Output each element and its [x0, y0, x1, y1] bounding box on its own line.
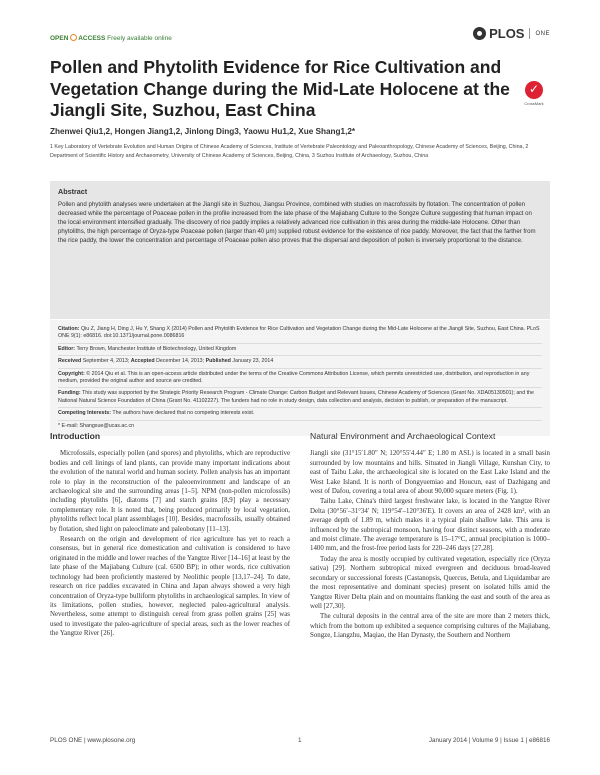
body-paragraph: Today the area is mostly occupied by cultivated vegetation, especially rice (Oryza sativa) [29]. Northern subtropical mixed evergreen and deciduous broad-leaved secondary or successional forests (Castanopsis, Quercus, Betula, and Liquidambar are the most representative and dominant species) present on isolated hills amid the Yangtze River Delta plain and on mountains flanking the east and south of the area as well [27,30].	[310, 555, 550, 610]
received-label: Received	[58, 358, 82, 365]
body-paragraph: The cultural deposits in the central area of the site are more than 2 meters thick, which from the bottom up exhibited a sequence comprising cultures of the Majiabang, Songze, Liangzhu, Maqiao, the Han Dynasty, the Southern and Northern	[310, 613, 550, 640]
published-date: January 23, 2014	[232, 358, 274, 365]
author-list: Zhenwei Qiu1,2, Hongen Jiang1,2, Jinlong Ding3, Yaowu Hu1,2, Xue Shang1,2*	[50, 127, 356, 136]
editor-text: Terry Brown, Manchester Institute of Biotechnology, United Kingdom	[76, 345, 237, 352]
introduction-heading: Introduction	[50, 431, 101, 441]
crossmark-icon[interactable]	[525, 81, 543, 99]
affiliations: 1 Key Laboratory of Vertebrate Evolution and Human Origins of Chinese Academy of Sciences, Institute of Vertebrate Paleontology and Paleoanthropology, Chinese Academy of Sciences, Beijing, China, 2 Department of Scientific History and Archaeometry, University of Chinese Academy of Sciences, Beijing, China, 3 Suzhou Institute of Archaeology, Suzhou, China	[50, 144, 529, 159]
article-metadata	[50, 320, 550, 436]
body-paragraph: Taihu Lake, China's third largest freshwater lake, is located in the Yangtze River Delta (30°56′–31°34′ N; 119°54′–120°36′E). It covers an area of 2428 km², with an average depth of 1.89 m, which makes it a typical plain shallow lake. This area is influenced by the subtropical monsoon, having four distinct seasons, with a moderate and moist climate. The average temperature is 15–17°C, annual precipitation is 1000–1400 mm, and the frost-free period lasts for 220–246 days [27,28].	[310, 498, 550, 553]
body-paragraph: Jiangli site (31°15′1.80″ N; 120°55′4.44″ E; 1.80 m ASL) is located in a small basin surrounded by low mountains and hills. Situated in Jiangli Village, Kunshan City, to east of Taihu Lake, the archaeological site is located on the East Lake Island and the West Lake Island. It is north of Dongyuemiao and Houcun, east of Dazhigang and west of Dafou, covering a total area of about 90,000 square meters (Fig. 1).	[310, 450, 550, 496]
crossmark-label: CrossMark	[524, 101, 544, 106]
citation-text: Qiu Z, Jiang H, Ding J, Hu Y, Shang X (2014) Pollen and Phytolith Evidence for Rice Cultivation and Vegetation Change during the Mid-Late Holocene at the Jiangli Site, Suzhou, East China. PLoS ONE 9(1): e86816. doi:10.1371/journal.pone.0086816	[58, 326, 540, 340]
logo-divider	[529, 28, 530, 39]
journal-brand: PLOS	[489, 26, 525, 41]
abstract-heading: Abstract	[58, 187, 88, 196]
open-access-label: OPEN	[50, 35, 69, 42]
footer-issue: January 2014 | Volume 9 | Issue 1 | e86816	[428, 737, 550, 744]
competing-label: Competing Interests:	[58, 410, 111, 417]
competing-row	[58, 408, 542, 420]
received-date: September 4, 2013;	[82, 358, 130, 365]
footer-journal[interactable]: PLOS ONE | www.plosone.org	[50, 737, 136, 744]
abstract-section	[50, 181, 550, 319]
journal-sub: ONE	[535, 30, 550, 37]
article-title: Pollen and Phytolith Evidence for Rice Cultivation and Vegetation Change during the Mid-Late Holocene at the Jiangli Site, Suzhou, East China	[50, 57, 510, 120]
environment-heading: Natural Environment and Archaeological Context	[310, 431, 496, 441]
copyright-row	[58, 369, 542, 389]
page-number: 1	[298, 737, 302, 744]
accepted-label: Accepted	[130, 358, 155, 365]
body-paragraph: Research on the origin and development of rice agriculture has yet to reach a consensus, but in general rice domestication and cultivation is considered to have originated in the middle and lower reaches of the Yangtze River [14–16] at least by the late phase of the Majiabang Culture (cal. 6500 BP); in other words, rice cultivation technology had been proficiently mastered by Neolithic people [13,17–24]. To date, research on rice paddies excavated in China and Japan always showed a very high concentration of Oryza-type bulliform phytoliths in archaeological samples. In view of its limitations, pollen studies, however, neglected paleo-agricultural analysis. Nevertheless, some attempt to distinguish cereal from grass pollen grains [25] was used to investigate the paleo-agriculture of special areas, such as the lower reaches of the Yangtze River [26].	[50, 536, 290, 638]
open-access-icon	[70, 34, 77, 41]
journal-logo	[473, 26, 550, 41]
body-column-left	[50, 432, 290, 640]
funding-text: This study was supported by the Strategic Priority Research Program - Climate Change: Carbon Budget and Relevant Issues, Chinese Academy of Sciences (Grant No. XDA05130501); and the National Natural Science Foundation of China (Grant No. 41102227). The funders had no role in study design, data collection and analysis, decision to publish, or preparation of the manuscript.	[58, 390, 534, 404]
corresponding-email[interactable]: * E-mail: Shangxue@ucas.ac.cn	[58, 422, 135, 429]
crossmark-badge[interactable]	[519, 81, 549, 106]
dates-row	[58, 356, 542, 368]
access-label: ACCESS	[78, 35, 106, 42]
abstract-text: Pollen and phytolith analyses were undertaken at the Jiangli site in Suzhou, Jiangsu Province, combined with studies on macrofossils by flotation. The concentration of pollen decreased while the percentage of Poaceae pollen in the profile increased from the late phase of the Majiabang Culture to the Songze Culture suggesting that human impact on the local environment intensified gradually. The discovery of rice paddy implies a relatively advanced rice cultivation in this area during the middle-late Holocene. Other than phytoliths, the high percentage of Oryza-type Poaceae pollen (larger than 40 μm) supplied robust evidence for the existence of rice paddy. Moreover, the fact that the farther from the rice paddy, the lower the concentration and percentage of Poaceae pollen also proves that the dispersal and deposition of pollen is inversely proportional to the distance.	[58, 201, 536, 244]
body-column-right	[310, 432, 550, 642]
plos-logo-icon	[473, 27, 486, 40]
copyright-label: Copyright:	[58, 370, 85, 377]
open-access-badge	[50, 34, 172, 42]
accepted-date: December 14, 2013;	[156, 358, 205, 365]
citation-label: Citation:	[58, 326, 80, 332]
page-header	[50, 26, 550, 44]
editor-label: Editor:	[58, 345, 76, 352]
funding-label: Funding:	[58, 390, 81, 397]
published-label: Published	[205, 358, 231, 365]
editor-row	[58, 344, 542, 356]
free-online-label: Freely available online	[107, 35, 172, 42]
copyright-text: © 2014 Qiu et al. This is an open-access article distributed under the terms of the Creative Commons Attribution License, which permits unrestricted use, distribution, and reproduction in any medium, provided the original author and source are credited.	[58, 370, 530, 385]
funding-row	[58, 388, 542, 408]
competing-text: The authors have declared that no competing interests exist.	[112, 410, 255, 417]
citation-row	[58, 324, 542, 344]
body-paragraph: Microfossils, especially pollen (and spores) and phytoliths, which are reproductive bodies and cell linings of land plants, can provide many important indications about the evolution of the natural world and human society. Pollen analysis has an important role to play in the reconstruction of the paleoenvironment and landscape of an archaeological site and the surrounding areas [1–5]. NPM (non-pollen microfossils) including phytoliths [6], diatoms [7] and starch grains [8,9] play a necessary complementary role. It is noted that, being produced primarily by local vegetation, phytoliths reflect local plant assemblages [10]. Besides, macrofossils, usually obtained by flotation, shed light on paleoclimate and paleobotany [11–13].	[50, 450, 290, 533]
